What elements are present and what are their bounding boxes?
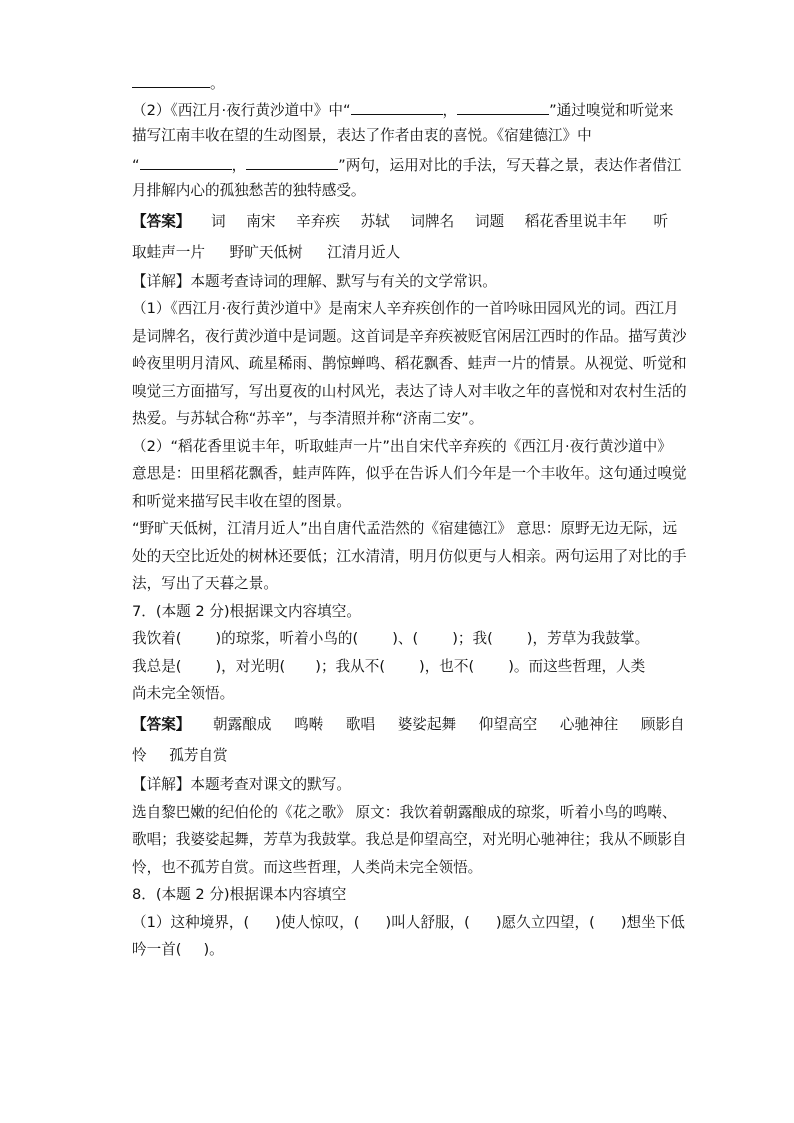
text-line bbox=[132, 547, 687, 567]
blank-underline bbox=[140, 154, 232, 170]
answer-item: 孤芳自赏 bbox=[169, 747, 228, 764]
text-line bbox=[132, 299, 679, 319]
answer-item: 辛弃疾 bbox=[296, 213, 340, 230]
answer-item: 朝露酿成 bbox=[213, 716, 272, 733]
answer-item: 稻花香里说丰年 bbox=[524, 213, 627, 230]
answer-item: 听 bbox=[653, 213, 669, 230]
text-span: 我饮着( bbox=[132, 630, 182, 647]
text-span: ， bbox=[231, 157, 247, 174]
text-span: 处的天空比近处的树林还要低；江水清清，明月仿似更与人相亲。两句运用了对比的手 bbox=[132, 548, 687, 565]
answer-item: 词题 bbox=[474, 213, 505, 230]
text-span: )，芳草为我鼓掌。 bbox=[526, 630, 650, 647]
text-span: 我总是( bbox=[132, 658, 182, 675]
answer-line bbox=[132, 746, 228, 766]
blank-underline bbox=[457, 99, 549, 115]
question-title bbox=[132, 602, 361, 622]
text-span: )的琼浆，听着小鸟的( bbox=[215, 630, 359, 647]
text-span: )。而这些哲理，人类 bbox=[508, 658, 646, 675]
text-line bbox=[132, 657, 645, 677]
text-span: （2）《西江月·夜行黄沙道中》中“ bbox=[132, 102, 351, 119]
answer-label: 【答案】 bbox=[132, 213, 191, 230]
text-span: 是词牌名，夜行黄沙道中是词题。这首词是辛弃疾被贬官闲居江西时的作品。描写黄沙 bbox=[132, 328, 687, 345]
text-line bbox=[132, 574, 278, 594]
answer-item: 婆娑起舞 bbox=[397, 716, 457, 733]
text-span: （1）这种境界，( bbox=[132, 914, 250, 931]
text-span: 【详解】本题考查诗词的理解、默写与有关的文学常识。 bbox=[132, 273, 497, 290]
text-span: “野旷天低树，江清月近人”出自唐代孟浩然的《宿建德江》 意思：原野无边无际，远 bbox=[132, 520, 678, 537]
text-line bbox=[132, 272, 497, 292]
answer-item: 仰望高空 bbox=[478, 716, 538, 733]
text-span: ”通过嗅觉和听觉来 bbox=[549, 102, 674, 119]
answer-item: 鸣啭 bbox=[294, 716, 324, 733]
text-span: ， bbox=[442, 102, 458, 119]
text-span: 选自黎巴嫩的纪伯伦的《花之歌》 原文：我饮着朝露酿成的琼浆，听着小鸟的鸣啭、 bbox=[132, 804, 677, 821]
blank-underline bbox=[246, 154, 338, 170]
text-span: ”两句，运用对比的手法，写天暮之景，表达作者借江 bbox=[338, 157, 682, 174]
text-line bbox=[132, 437, 672, 457]
text-span: 月排解内心的孤独愁苦的独特感受。 bbox=[132, 182, 366, 199]
text-line bbox=[132, 354, 687, 374]
blank-underline bbox=[132, 72, 210, 88]
answer-item: 词牌名 bbox=[410, 213, 455, 230]
text-span: )，也不( bbox=[419, 658, 475, 675]
text-line bbox=[132, 519, 677, 539]
text-line bbox=[132, 830, 687, 850]
text-span: )。 bbox=[203, 941, 224, 958]
answer-item: 顾影自 bbox=[640, 716, 685, 733]
text-line bbox=[132, 464, 687, 484]
answer-item: 南宋 bbox=[246, 213, 276, 230]
text-span: 怜，也不孤芳自赏。而这些哲理，人类尚未完全领悟。 bbox=[132, 859, 483, 876]
text-span: 和听觉来描写民丰收在望的图景。 bbox=[132, 493, 351, 510]
answer-item: 心驰神往 bbox=[559, 716, 619, 733]
text-line bbox=[132, 492, 351, 512]
text-span: 尚未完全领悟。 bbox=[132, 685, 235, 702]
text-line bbox=[132, 72, 225, 92]
answer-line bbox=[132, 715, 685, 735]
text-line bbox=[132, 803, 677, 823]
text-span: “ bbox=[132, 157, 140, 174]
text-line bbox=[132, 775, 351, 795]
text-line bbox=[132, 684, 234, 704]
text-span: 法，写出了天暮之景。 bbox=[132, 575, 278, 592]
text-span: 8．(本题 2 分)根据课本内容填空 bbox=[132, 886, 347, 903]
text-line bbox=[132, 629, 649, 649]
answer-line bbox=[132, 243, 400, 263]
question-title bbox=[132, 885, 346, 905]
blank-underline bbox=[351, 99, 443, 115]
text-line bbox=[132, 409, 483, 429]
text-span: 嗅觉三方面描写，写出夏夜的山村风光，表达了诗人对丰收之年的喜悦和对农村生活的 bbox=[132, 383, 687, 400]
text-span: 。 bbox=[210, 75, 225, 92]
text-span: 歌唱；我婆娑起舞，芳草为我鼓掌。我总是仰望高空，对光明心驰神往；我从不顾影自 bbox=[132, 831, 687, 848]
answer-item: 苏轼 bbox=[360, 213, 390, 230]
text-span: 描写江南丰收在望的生动图景，表达了作者由衷的喜悦。《宿建德江》中 bbox=[132, 127, 592, 144]
text-span: )；我从不( bbox=[315, 658, 386, 675]
text-line bbox=[132, 126, 592, 146]
text-span: （2）“稻花香里说丰年，听取蛙声一片”出自宋代辛弃疾的《西江月·夜行黄沙道中》 bbox=[132, 438, 672, 455]
text-line bbox=[132, 382, 687, 402]
text-span: )愿久立四望，( bbox=[495, 914, 595, 931]
text-line bbox=[132, 99, 673, 119]
text-span: 7．(本题 2 分)根据课文内容填空。 bbox=[132, 603, 361, 620]
text-span: 【详解】本题考查对课文的默写。 bbox=[132, 776, 351, 793]
text-line bbox=[132, 940, 224, 960]
text-span: 热爱。与苏轼合称“苏辛”，与李清照并称“济南二安”。 bbox=[132, 410, 484, 427]
text-span: 岭夜里明月清风、疏星稀雨、鹊惊蝉鸣、稻花飘香、蛙声一片的情景。从视觉、听觉和 bbox=[132, 355, 687, 372]
text-span: )、( bbox=[392, 630, 419, 647]
text-line bbox=[132, 858, 482, 878]
text-span: 意思是：田里稻花飘香，蛙声阵阵，似乎在告诉人们今年是一个丰收年。这句通过嗅觉 bbox=[132, 465, 687, 482]
answer-item: 怜 bbox=[132, 747, 147, 764]
text-span: 吟一首( bbox=[132, 941, 182, 958]
text-line bbox=[132, 327, 687, 347]
answer-item: 取蛙声一片 bbox=[132, 244, 205, 261]
text-span: )；我( bbox=[452, 630, 493, 647]
text-line bbox=[132, 154, 681, 174]
answer-label: 【答案】 bbox=[132, 716, 191, 733]
text-line bbox=[132, 913, 685, 933]
answer-item: 歌唱 bbox=[345, 716, 376, 733]
answer-line bbox=[132, 212, 668, 232]
text-span: )使人惊叹，( bbox=[275, 914, 360, 931]
text-span: )想坐下低 bbox=[620, 914, 685, 931]
text-span: （1）《西江月·夜行黄沙道中》是南宋人辛弃疾创作的一首吟咏田园风光的词。西江月 bbox=[132, 300, 679, 317]
text-span: )，对光明( bbox=[215, 658, 286, 675]
text-span: )叫人舒服，( bbox=[385, 914, 470, 931]
answer-item: 野旷天低树 bbox=[229, 244, 303, 261]
answer-item: 词 bbox=[211, 213, 226, 230]
answer-item: 江清月近人 bbox=[327, 244, 401, 261]
text-line bbox=[132, 181, 366, 201]
